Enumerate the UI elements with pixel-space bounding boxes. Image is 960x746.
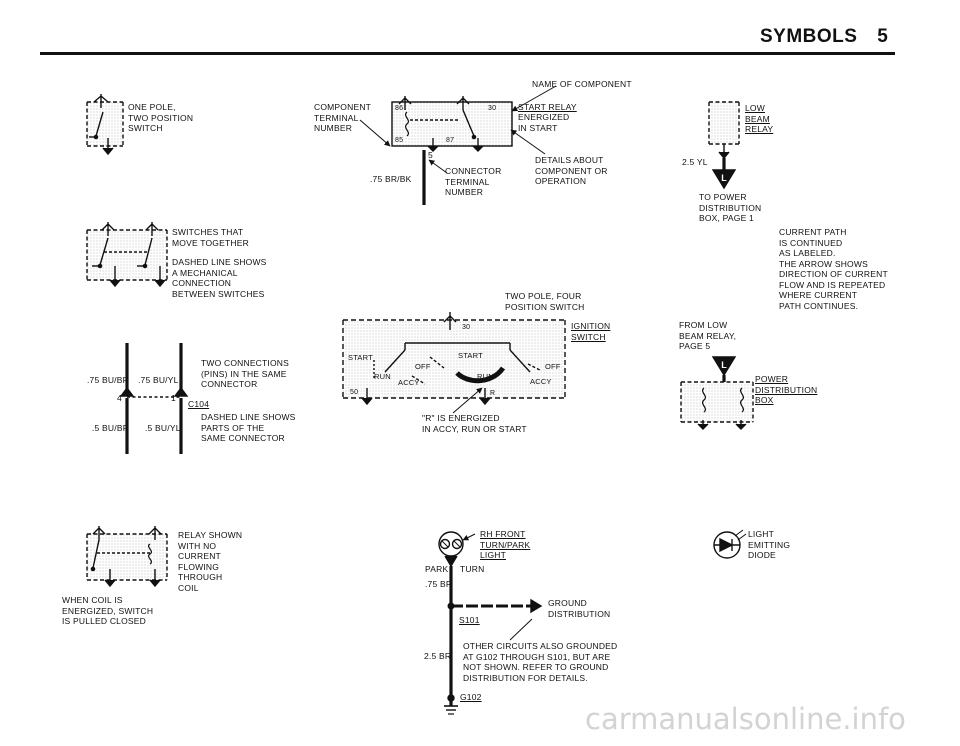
ignition-pos-accy-right: ACCY xyxy=(530,377,552,386)
low-beam-letter: L xyxy=(721,173,727,183)
ignition-pos-off-right: OFF xyxy=(545,362,561,371)
page-number: 5 xyxy=(877,26,889,47)
ground-id: G102 xyxy=(460,692,482,702)
switch1-label: ONE POLE, TWO POSITION SWITCH xyxy=(128,102,194,133)
connector-id: C104 xyxy=(188,399,210,409)
power-box-symbol xyxy=(681,357,753,429)
power-box-from-text: FROM LOW BEAM RELAY, PAGE 5 xyxy=(679,320,737,351)
start-relay-name: START RELAY xyxy=(518,102,577,112)
switch2-label: SWITCHES THAT MOVE TOGETHER xyxy=(172,227,249,248)
ground-note: OTHER CIRCUITS ALSO GROUNDED AT G102 THROUGH S101, BUT ARE NOT SHOWN. REFER TO GROUND DISTRIBUTION FOR DETAILS. xyxy=(463,641,618,683)
relay-label: RELAY SHOWN WITH NO CURRENT FLOWING THROUGH COIL xyxy=(178,530,243,593)
ignition-pos-start-right: START xyxy=(458,351,483,360)
ignition-pos-start-left: START xyxy=(348,353,373,362)
page-title: SYMBOLS xyxy=(760,26,858,47)
ignition-label: TWO POLE, FOUR POSITION SWITCH xyxy=(505,291,585,312)
lamp-turn: TURN xyxy=(460,564,485,574)
start-relay-term-5: 5 xyxy=(428,150,433,160)
connector-wire-bl: .5 BU/BR xyxy=(92,423,130,433)
start-relay-description: ENERGIZED IN START xyxy=(518,112,570,133)
connector-pin-left: 4 xyxy=(117,393,122,403)
connector-wire-tl: .75 BU/BR xyxy=(87,375,129,385)
ignition-note: "R" IS ENERGIZED IN ACCY, RUN OR START xyxy=(422,413,527,434)
power-box-letter: L xyxy=(721,360,727,370)
low-beam-current-path: CURRENT PATH IS CONTINUED AS LABELED. THE ARROW SHOWS DIRECTION OF CURRENT FLOW AND IS REPEATED WHERE CURRENT PATH CONTINUES. xyxy=(779,227,888,311)
ignition-pos-run-right: RUN xyxy=(477,372,494,381)
start-relay-term-86: 86 xyxy=(395,105,404,112)
ignition-term-50: 50 xyxy=(350,389,359,396)
relay-symbol xyxy=(87,526,167,586)
ignition-pos-accy-left: ACCY xyxy=(398,378,420,387)
lamp-wire-bottom: 2.5 BR xyxy=(424,651,452,661)
lamp-wire-top: .75 BR xyxy=(425,579,453,589)
start-relay-wire: .75 BR/BK xyxy=(370,174,412,184)
power-box-name: POWER DISTRIBUTION BOX xyxy=(755,374,818,405)
led-symbol xyxy=(714,530,746,558)
ignition-switch-symbol xyxy=(343,312,565,413)
ground-distribution-label: GROUND DISTRIBUTION xyxy=(548,598,611,619)
lamp-name: RH FRONT TURN/PARK LIGHT xyxy=(480,529,531,560)
start-relay-connector-label: CONNECTOR TERMINAL NUMBER xyxy=(445,166,502,197)
ganged-switches-symbol xyxy=(87,222,167,286)
connector-symbol xyxy=(121,343,187,454)
ignition-name: IGNITION SWITCH xyxy=(571,321,611,342)
relay-note: WHEN COIL IS ENERGIZED, SWITCH IS PULLED CLOSED xyxy=(62,595,154,626)
connector-wire-tr: .75 BU/YL xyxy=(138,375,179,385)
switch2-note: DASHED LINE SHOWS A MECHANICAL CONNECTION BETWEEN SWITCHES xyxy=(172,257,267,299)
splice-id: S101 xyxy=(459,615,480,625)
start-relay-term-87: 87 xyxy=(446,137,455,144)
led-label: LIGHT EMITTING DIODE xyxy=(748,529,791,560)
ignition-pos-off-left: OFF xyxy=(415,362,431,371)
connector-note: DASHED LINE SHOWS PARTS OF THE SAME CONNECTOR xyxy=(201,412,296,443)
one-pole-switch-symbol xyxy=(87,94,123,154)
low-beam-wire: 2.5 YL xyxy=(682,157,708,167)
ignition-pos-run-left: RUN xyxy=(374,372,391,381)
lamp-park: PARK xyxy=(425,564,449,574)
start-relay-name-label: NAME OF COMPONENT xyxy=(532,79,632,89)
ignition-term-r: R xyxy=(490,390,496,397)
connector-label: TWO CONNECTIONS (PINS) IN THE SAME CONNECTOR xyxy=(201,358,289,389)
watermark: carmanualsonline.info xyxy=(585,702,906,736)
connector-wire-br: .5 BU/YL xyxy=(145,423,181,433)
start-relay-details: DETAILS ABOUT COMPONENT OR OPERATION xyxy=(535,155,608,186)
ignition-term-30: 30 xyxy=(462,324,471,331)
connector-pin-right: 1 xyxy=(171,393,176,403)
start-relay-component-terminal: COMPONENT TERMINAL NUMBER xyxy=(314,102,372,133)
start-relay-term-30: 30 xyxy=(488,105,497,112)
low-beam-name: LOW BEAM RELAY xyxy=(745,103,774,134)
low-beam-to-text: TO POWER DISTRIBUTION BOX, PAGE 1 xyxy=(699,192,762,223)
start-relay-term-85: 85 xyxy=(395,137,404,144)
